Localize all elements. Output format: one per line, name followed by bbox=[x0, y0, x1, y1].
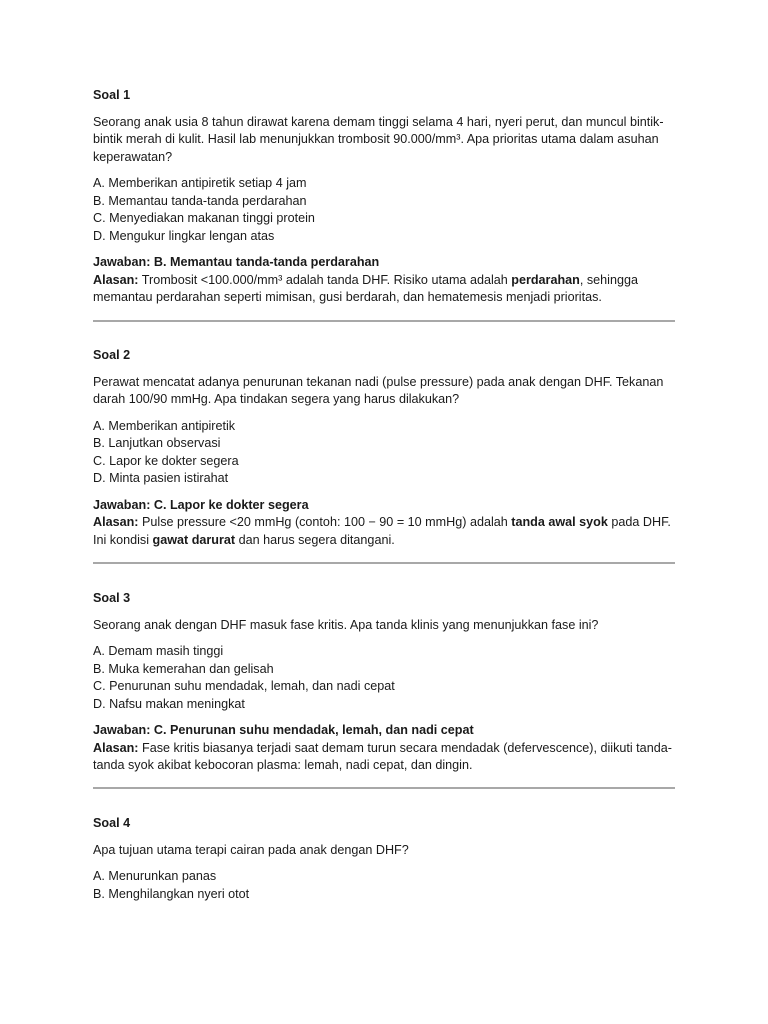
question-title: Soal 2 bbox=[93, 348, 131, 362]
reason-text: Fase kritis biasanya terjadi saat demam turun secara mendadak (defervescence), diikuti tanda-tanda syok akibat kebocoran plasma: lemah, nadi cepat, dan dingin. bbox=[93, 740, 672, 772]
section-divider bbox=[93, 787, 675, 789]
reason-label: Alasan: bbox=[93, 515, 139, 529]
reason-paragraph bbox=[93, 272, 677, 307]
question-block-2 bbox=[93, 347, 677, 549]
section-divider bbox=[93, 562, 675, 564]
question-text: Apa tujuan utama terapi cairan pada anak dengan DHF? bbox=[93, 842, 409, 857]
reason-text: Trombosit <100.000/mm³ adalah tanda DHF. Risiko utama adalah bbox=[138, 272, 512, 287]
option-list bbox=[93, 643, 677, 713]
reason-emphasis: gawat darurat bbox=[152, 532, 236, 547]
option-item: A. Memberikan antipiretik setiap 4 jam bbox=[93, 176, 307, 190]
option-item: A. Menurunkan panas bbox=[93, 869, 217, 883]
option-item: C. Penurunan suhu mendadak, lemah, dan nadi cepat bbox=[93, 679, 395, 693]
reason-label: Alasan: bbox=[93, 272, 139, 287]
question-title: Soal 1 bbox=[93, 88, 131, 102]
reason-text: Pulse pressure <20 mmHg (contoh: 100 − 90 = 10 mmHg) adalah bbox=[138, 515, 512, 529]
question-title: Soal 3 bbox=[93, 591, 131, 605]
reason-paragraph bbox=[93, 740, 677, 775]
reason-text: , sehingga memantau perdarahan seperti mimisan, gusi berdarah, dan hematemesis menjadi prioritas. bbox=[93, 272, 638, 304]
option-item: B. Menghilangkan nyeri otot bbox=[93, 886, 250, 901]
option-item: B. Muka kemerahan dan gelisah bbox=[93, 661, 274, 676]
option-item: B. Memantau tanda-tanda perdarahan bbox=[93, 193, 307, 208]
question-title: Soal 4 bbox=[93, 816, 131, 830]
question-text: Seorang anak dengan DHF masuk fase kritis. Apa tanda klinis yang menunjukkan fase ini? bbox=[93, 617, 599, 632]
option-list bbox=[93, 175, 677, 245]
question-block-1 bbox=[93, 87, 677, 307]
question-block-4 bbox=[93, 815, 677, 903]
option-item: D. Minta pasien istirahat bbox=[93, 471, 229, 485]
answer-line: Jawaban: B. Memantau tanda-tanda perdarahan bbox=[93, 255, 380, 269]
question-text: Perawat mencatat adanya penurunan tekanan nadi (pulse pressure) pada anak dengan DHF. Tekanan darah 100/90 mmHg. Apa tindakan segera yang harus dilakukan? bbox=[93, 374, 664, 406]
option-item: C. Menyediakan makanan tinggi protein bbox=[93, 211, 315, 225]
question-text: Seorang anak usia 8 tahun dirawat karena demam tinggi selama 4 hari, nyeri perut, dan muncul bintik-bintik merah di kulit. Hasil lab menunjukkan trombosit 90.000/mm³. Apa prioritas utama dalam asuhan keperawatan? bbox=[93, 114, 664, 164]
reason-text: dan harus segera ditangani. bbox=[235, 532, 395, 547]
option-item: A. Demam masih tinggi bbox=[93, 644, 224, 658]
reason-text: pada DHF. Ini kondisi bbox=[93, 515, 671, 547]
answer-line: Jawaban: C. Lapor ke dokter segera bbox=[93, 497, 309, 512]
answer-line: Jawaban: C. Penurunan suhu mendadak, lemah, dan nadi cepat bbox=[93, 723, 474, 737]
option-item: D. Mengukur lingkar lengan atas bbox=[93, 228, 275, 243]
option-list bbox=[93, 868, 677, 903]
reason-label: Alasan: bbox=[93, 740, 139, 755]
option-item: C. Lapor ke dokter segera bbox=[93, 453, 239, 468]
option-list bbox=[93, 418, 677, 488]
reason-emphasis: perdarahan bbox=[511, 272, 580, 287]
reason-emphasis: tanda awal syok bbox=[511, 515, 608, 529]
reason-paragraph bbox=[93, 514, 677, 549]
section-divider bbox=[93, 320, 675, 322]
option-item: B. Lanjutkan observasi bbox=[93, 436, 221, 450]
option-item: D. Nafsu makan meningkat bbox=[93, 696, 245, 711]
option-item: A. Memberikan antipiretik bbox=[93, 418, 236, 433]
question-block-3 bbox=[93, 590, 677, 775]
